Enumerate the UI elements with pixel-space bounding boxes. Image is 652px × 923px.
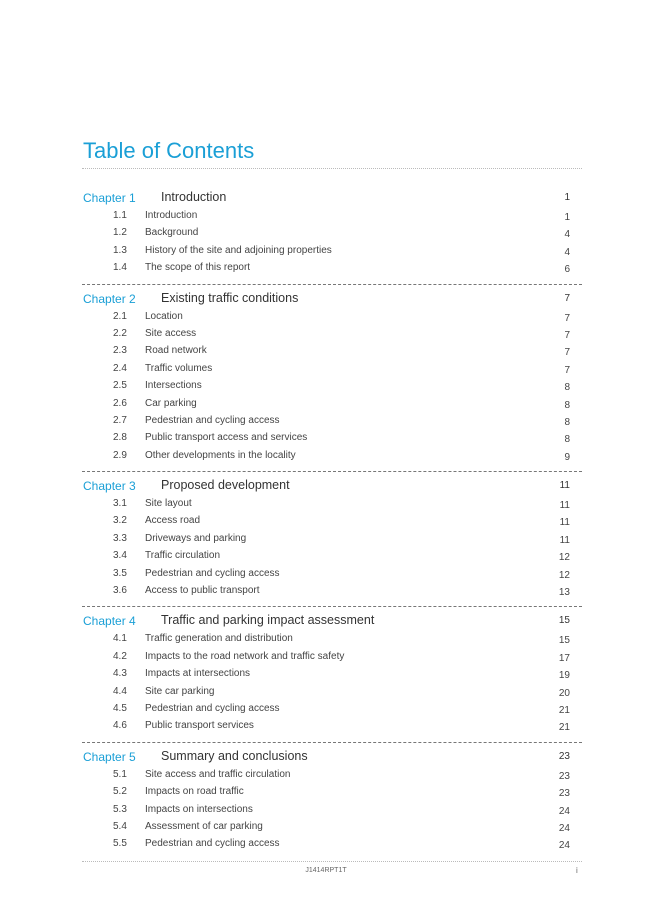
section-page-number: 9 — [564, 451, 570, 463]
section-page-number: 4 — [564, 246, 570, 258]
section-title: Introduction — [145, 210, 198, 221]
section-number: 2.6 — [113, 397, 127, 409]
section-page-number: 8 — [564, 382, 570, 394]
chapter-heading-row[interactable] — [82, 476, 582, 496]
title-divider — [82, 168, 582, 169]
section-page-number: 24 — [558, 805, 570, 817]
toc-section-entry[interactable] — [82, 802, 582, 819]
section-number: 2.9 — [113, 449, 127, 461]
section-page-number: 1 — [564, 212, 570, 223]
toc-chapter-list — [82, 188, 582, 860]
toc-section-entry[interactable] — [82, 343, 582, 360]
footer-divider — [82, 861, 582, 862]
section-title: Site access and traffic circulation — [145, 768, 291, 780]
chapter-title: Introduction — [161, 190, 227, 204]
chapter-page-number: 23 — [558, 750, 570, 762]
chapter-heading-row[interactable] — [82, 747, 582, 767]
section-title: Site access — [145, 327, 197, 339]
section-number: 1.3 — [113, 244, 127, 256]
toc-section-entry[interactable] — [82, 361, 582, 378]
section-number: 1.2 — [113, 227, 127, 239]
section-page-number: 21 — [558, 704, 570, 716]
toc-section-entry[interactable] — [82, 631, 582, 648]
toc-section-entry[interactable] — [82, 208, 582, 225]
chapter-title: Traffic and parking impact assessment — [161, 613, 375, 628]
section-page-number: 7 — [564, 312, 570, 324]
toc-section-entry[interactable] — [82, 649, 582, 666]
section-title: Traffic circulation — [145, 550, 221, 562]
chapter-label: Chapter 3 — [83, 479, 136, 494]
section-number: 4.3 — [113, 668, 127, 680]
toc-section-entry[interactable] — [82, 548, 582, 565]
section-number: 2.1 — [113, 310, 127, 322]
section-number: 2.2 — [113, 327, 127, 339]
footer-document-code: J1414RPT1T — [305, 867, 347, 874]
section-number: 3.5 — [113, 567, 127, 579]
section-title: Traffic generation and distribution — [145, 633, 293, 645]
chapter-page-number: 1 — [564, 192, 570, 203]
section-title: Pedestrian and cycling access — [145, 567, 280, 579]
toc-section-entry[interactable] — [82, 396, 582, 413]
section-page-number: 7 — [564, 329, 570, 341]
section-page-number: 17 — [558, 652, 570, 664]
section-page-number: 7 — [564, 364, 570, 376]
chapter-page-number: 15 — [558, 615, 570, 627]
section-title: Pedestrian and cycling access — [145, 838, 280, 850]
chapter-title: Existing traffic conditions — [161, 290, 299, 305]
section-title: Public transport services — [145, 720, 254, 732]
toc-title: Table of Contents — [83, 138, 255, 163]
toc-chapter-1 — [82, 188, 582, 284]
toc-section-entry[interactable] — [82, 243, 582, 260]
section-number: 5.3 — [113, 803, 127, 815]
section-number: 4.2 — [113, 650, 127, 662]
section-number: 1.4 — [113, 262, 127, 274]
chapter-label: Chapter 5 — [83, 749, 136, 764]
chapter-heading-row[interactable] — [82, 188, 582, 208]
section-number: 3.3 — [113, 532, 127, 544]
section-title: Impacts on road traffic — [145, 786, 244, 798]
section-title: Intersections — [145, 380, 202, 392]
section-number: 4.1 — [113, 633, 127, 645]
toc-section-entry[interactable] — [82, 260, 582, 277]
section-number: 3.4 — [113, 550, 127, 562]
section-title: Driveways and parking — [145, 532, 247, 544]
section-number: 2.4 — [113, 362, 127, 374]
toc-chapter-5 — [82, 742, 582, 860]
chapter-label: Chapter 4 — [83, 614, 136, 629]
section-page-number: 6 — [564, 264, 570, 276]
section-title: Site layout — [145, 498, 192, 510]
section-page-number: 8 — [564, 399, 570, 411]
toc-section-entry[interactable] — [82, 684, 582, 701]
chapter-heading-row[interactable] — [82, 289, 582, 309]
section-title: Background — [145, 227, 199, 239]
section-number: 3.1 — [113, 498, 127, 510]
section-title: Assessment of car parking — [145, 820, 263, 832]
toc-chapter-3 — [82, 471, 582, 606]
section-page-number: 23 — [558, 770, 570, 782]
section-number: 4.6 — [113, 720, 127, 732]
chapter-page-number: 11 — [559, 480, 570, 492]
section-title: Impacts to the road network and traffic safety — [145, 650, 345, 662]
chapter-label: Chapter 2 — [83, 291, 136, 306]
section-number: 5.1 — [113, 768, 127, 780]
toc-section-entry[interactable] — [82, 430, 582, 447]
section-number: 2.8 — [113, 432, 127, 444]
section-number: 3.6 — [113, 585, 127, 597]
toc-section-entry[interactable] — [82, 836, 582, 853]
section-title: Traffic volumes — [145, 362, 213, 374]
toc-section-entry[interactable] — [82, 513, 582, 530]
toc-section-entry[interactable] — [82, 718, 582, 735]
section-page-number: 8 — [564, 434, 570, 446]
section-page-number: 12 — [558, 552, 570, 564]
toc-section-entry[interactable] — [82, 326, 582, 343]
toc-chapter-4 — [82, 606, 582, 741]
section-title: The scope of this report — [145, 262, 251, 274]
toc-section-entry[interactable] — [82, 413, 582, 430]
section-page-number: 11 — [559, 534, 570, 546]
toc-section-entry[interactable] — [82, 666, 582, 683]
section-title: Other developments in the locality — [145, 449, 296, 461]
section-page-number: 23 — [558, 788, 570, 800]
toc-section-entry[interactable] — [82, 225, 582, 242]
chapter-label: Chapter 1 — [83, 191, 136, 205]
section-page-number: 24 — [558, 822, 570, 834]
section-page-number: 21 — [558, 722, 570, 734]
toc-section-entry[interactable] — [82, 566, 582, 583]
section-number: 5.5 — [113, 838, 127, 850]
section-title: Pedestrian and cycling access — [145, 414, 280, 426]
section-number: 2.7 — [113, 414, 127, 426]
section-number: 2.5 — [113, 380, 127, 392]
section-page-number: 8 — [564, 416, 570, 428]
section-page-number: 24 — [558, 840, 570, 852]
chapter-heading-row[interactable] — [82, 611, 582, 631]
section-title: Public transport access and services — [145, 432, 308, 444]
section-title: Site car parking — [145, 685, 215, 697]
toc-section-entry[interactable] — [82, 819, 582, 836]
section-page-number: 11 — [559, 517, 570, 529]
toc-section-entry[interactable] — [82, 496, 582, 513]
section-number: 5.2 — [113, 786, 127, 798]
section-page-number: 19 — [558, 670, 570, 682]
toc-section-entry[interactable] — [82, 378, 582, 395]
section-title: Access to public transport — [145, 585, 260, 597]
toc-section-entry[interactable] — [82, 784, 582, 801]
section-number: 3.2 — [113, 515, 127, 527]
section-title: Impacts on intersections — [145, 803, 253, 815]
section-number: 5.4 — [113, 820, 127, 832]
chapter-title: Summary and conclusions — [161, 748, 308, 763]
footer-page-number: i — [576, 866, 578, 875]
section-number: 1.1 — [113, 210, 127, 221]
section-number: 2.3 — [113, 345, 127, 357]
section-number: 4.5 — [113, 702, 127, 714]
toc-section-entry[interactable] — [82, 531, 582, 548]
chapter-page-number: 7 — [564, 292, 570, 304]
section-page-number: 7 — [564, 347, 570, 359]
section-title: Road network — [145, 345, 207, 357]
section-title: Impacts at intersections — [145, 668, 251, 680]
section-title: Pedestrian and cycling access — [145, 702, 280, 714]
toc-section-entry[interactable] — [82, 701, 582, 718]
section-title: Car parking — [145, 397, 197, 409]
section-number: 4.4 — [113, 685, 127, 697]
section-page-number: 20 — [558, 687, 570, 699]
toc-section-entry[interactable] — [82, 448, 582, 465]
section-page-number: 12 — [558, 569, 570, 581]
section-page-number: 15 — [558, 635, 570, 647]
section-title: Access road — [145, 515, 201, 527]
chapter-title: Proposed development — [161, 478, 290, 493]
toc-section-entry[interactable] — [82, 767, 582, 784]
toc-section-entry[interactable] — [82, 583, 582, 600]
section-page-number: 4 — [564, 229, 570, 241]
section-page-number: 13 — [558, 587, 570, 599]
toc-section-entry[interactable] — [82, 309, 582, 326]
section-page-number: 11 — [559, 500, 570, 512]
section-title: History of the site and adjoining properties — [145, 244, 332, 256]
section-title: Location — [145, 310, 183, 322]
toc-chapter-2 — [82, 284, 582, 472]
